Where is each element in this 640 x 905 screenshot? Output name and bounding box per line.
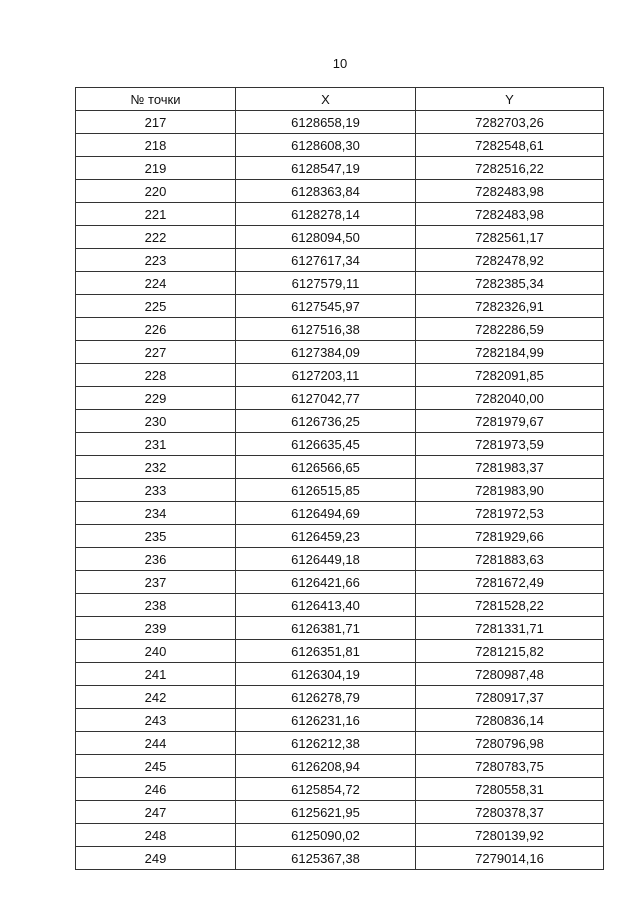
table-row (76, 364, 604, 387)
cell-y: 7281979,67 (416, 410, 604, 433)
cell-x: 6128608,30 (236, 134, 416, 157)
cell-point-number: 244 (76, 732, 236, 755)
cell-y: 7279014,16 (416, 847, 604, 870)
cell-y: 7280796,98 (416, 732, 604, 755)
cell-y: 7280139,92 (416, 824, 604, 847)
cell-x: 6128547,19 (236, 157, 416, 180)
table-row (76, 341, 604, 364)
cell-x: 6126413,40 (236, 594, 416, 617)
cell-point-number: 249 (76, 847, 236, 870)
cell-y: 7280783,75 (416, 755, 604, 778)
cell-point-number: 223 (76, 249, 236, 272)
table-row (76, 525, 604, 548)
cell-y: 7282040,00 (416, 387, 604, 410)
table-row (76, 502, 604, 525)
cell-y: 7281929,66 (416, 525, 604, 548)
cell-point-number: 237 (76, 571, 236, 594)
cell-y: 7282184,99 (416, 341, 604, 364)
column-header-x: X (236, 88, 416, 111)
cell-point-number: 240 (76, 640, 236, 663)
table-row (76, 847, 604, 870)
cell-y: 7282385,34 (416, 272, 604, 295)
cell-y: 7281983,37 (416, 456, 604, 479)
table-row (76, 640, 604, 663)
cell-point-number: 224 (76, 272, 236, 295)
table-body (76, 111, 604, 870)
cell-x: 6125090,02 (236, 824, 416, 847)
cell-y: 7282478,92 (416, 249, 604, 272)
table-row (76, 295, 604, 318)
table-row (76, 410, 604, 433)
table-row (76, 479, 604, 502)
cell-x: 6125621,95 (236, 801, 416, 824)
cell-y: 7282516,22 (416, 157, 604, 180)
cell-point-number: 233 (76, 479, 236, 502)
cell-point-number: 239 (76, 617, 236, 640)
cell-x: 6126231,16 (236, 709, 416, 732)
cell-point-number: 221 (76, 203, 236, 226)
table-row (76, 433, 604, 456)
table-row (76, 594, 604, 617)
cell-point-number: 232 (76, 456, 236, 479)
cell-point-number: 220 (76, 180, 236, 203)
cell-point-number: 222 (76, 226, 236, 249)
cell-x: 6126494,69 (236, 502, 416, 525)
table-row (76, 686, 604, 709)
table-row (76, 456, 604, 479)
cell-point-number: 245 (76, 755, 236, 778)
cell-y: 7280558,31 (416, 778, 604, 801)
cell-x: 6128363,84 (236, 180, 416, 203)
table-row (76, 732, 604, 755)
column-header-point-number: № точки (76, 88, 236, 111)
cell-point-number: 243 (76, 709, 236, 732)
cell-y: 7282091,85 (416, 364, 604, 387)
table-row (76, 755, 604, 778)
cell-x: 6127579,11 (236, 272, 416, 295)
cell-point-number: 246 (76, 778, 236, 801)
page-number: 10 (332, 56, 348, 71)
cell-point-number: 226 (76, 318, 236, 341)
cell-point-number: 227 (76, 341, 236, 364)
cell-point-number: 235 (76, 525, 236, 548)
cell-y: 7282286,59 (416, 318, 604, 341)
cell-x: 6127203,11 (236, 364, 416, 387)
table-header-row (76, 88, 604, 111)
cell-y: 7280836,14 (416, 709, 604, 732)
table-row (76, 571, 604, 594)
table-row (76, 617, 604, 640)
cell-y: 7281972,53 (416, 502, 604, 525)
cell-x: 6126381,71 (236, 617, 416, 640)
cell-y: 7280987,48 (416, 663, 604, 686)
cell-point-number: 231 (76, 433, 236, 456)
table-row (76, 111, 604, 134)
table-row (76, 249, 604, 272)
cell-point-number: 242 (76, 686, 236, 709)
cell-point-number: 225 (76, 295, 236, 318)
table-row (76, 824, 604, 847)
cell-x: 6126449,18 (236, 548, 416, 571)
cell-x: 6128278,14 (236, 203, 416, 226)
coordinates-table (75, 87, 604, 870)
cell-y: 7281983,90 (416, 479, 604, 502)
cell-x: 6126212,38 (236, 732, 416, 755)
table-row (76, 134, 604, 157)
table-row (76, 272, 604, 295)
table-row (76, 318, 604, 341)
cell-y: 7281672,49 (416, 571, 604, 594)
cell-x: 6127617,34 (236, 249, 416, 272)
cell-x: 6126351,81 (236, 640, 416, 663)
cell-x: 6125854,72 (236, 778, 416, 801)
cell-point-number: 228 (76, 364, 236, 387)
cell-x: 6126278,79 (236, 686, 416, 709)
cell-point-number: 218 (76, 134, 236, 157)
cell-point-number: 229 (76, 387, 236, 410)
cell-point-number: 238 (76, 594, 236, 617)
cell-x: 6126421,66 (236, 571, 416, 594)
cell-point-number: 241 (76, 663, 236, 686)
cell-x: 6126459,23 (236, 525, 416, 548)
cell-x: 6127516,38 (236, 318, 416, 341)
cell-x: 6126566,65 (236, 456, 416, 479)
cell-point-number: 236 (76, 548, 236, 571)
cell-point-number: 219 (76, 157, 236, 180)
cell-y: 7281331,71 (416, 617, 604, 640)
cell-y: 7281883,63 (416, 548, 604, 571)
cell-x: 6127384,09 (236, 341, 416, 364)
cell-y: 7281215,82 (416, 640, 604, 663)
table-row (76, 709, 604, 732)
cell-x: 6126515,85 (236, 479, 416, 502)
cell-y: 7281973,59 (416, 433, 604, 456)
cell-x: 6127545,97 (236, 295, 416, 318)
cell-y: 7282548,61 (416, 134, 604, 157)
table-row (76, 387, 604, 410)
cell-x: 6126208,94 (236, 755, 416, 778)
cell-y: 7280378,37 (416, 801, 604, 824)
table-row (76, 548, 604, 571)
cell-x: 6128094,50 (236, 226, 416, 249)
cell-point-number: 217 (76, 111, 236, 134)
cell-point-number: 230 (76, 410, 236, 433)
table-row (76, 226, 604, 249)
table-row (76, 180, 604, 203)
table-row (76, 778, 604, 801)
cell-x: 6126736,25 (236, 410, 416, 433)
table-row (76, 801, 604, 824)
cell-point-number: 247 (76, 801, 236, 824)
table-row (76, 203, 604, 226)
cell-y: 7282483,98 (416, 180, 604, 203)
cell-x: 6126635,45 (236, 433, 416, 456)
cell-y: 7282703,26 (416, 111, 604, 134)
table-row (76, 157, 604, 180)
cell-x: 6126304,19 (236, 663, 416, 686)
cell-y: 7282561,17 (416, 226, 604, 249)
cell-x: 6128658,19 (236, 111, 416, 134)
table-row (76, 663, 604, 686)
cell-y: 7280917,37 (416, 686, 604, 709)
cell-x: 6127042,77 (236, 387, 416, 410)
cell-point-number: 234 (76, 502, 236, 525)
cell-y: 7282326,91 (416, 295, 604, 318)
cell-y: 7281528,22 (416, 594, 604, 617)
cell-x: 6125367,38 (236, 847, 416, 870)
cell-point-number: 248 (76, 824, 236, 847)
cell-y: 7282483,98 (416, 203, 604, 226)
column-header-y: Y (416, 88, 604, 111)
